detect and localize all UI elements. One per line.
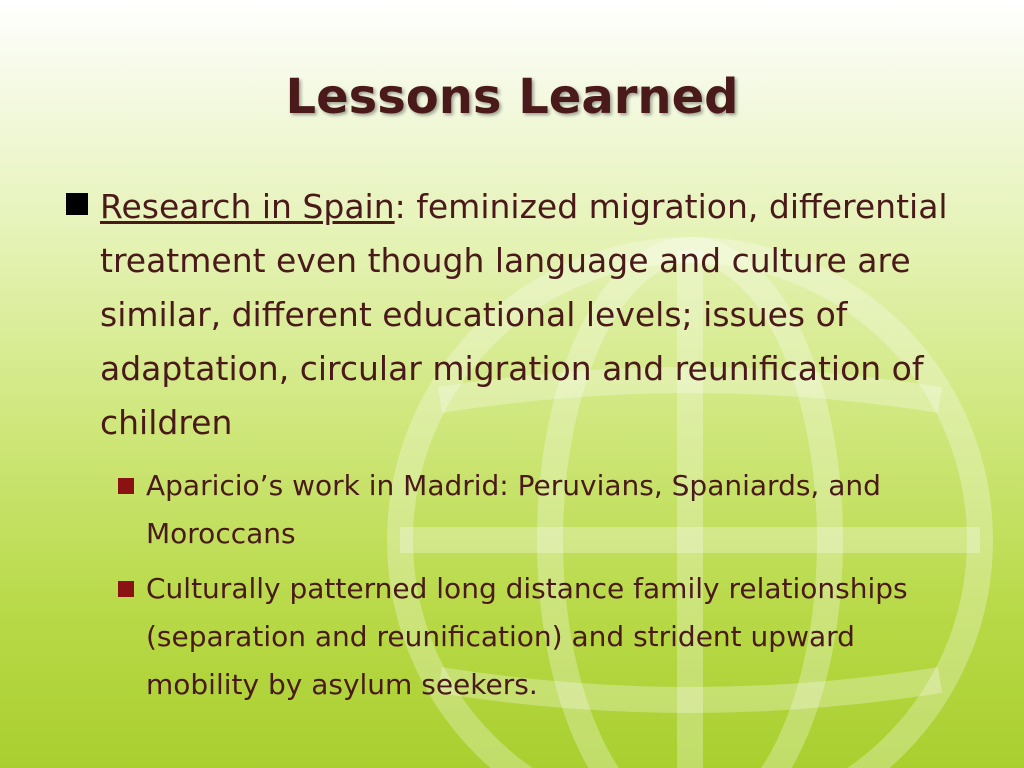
bullet-text: : feminized migration, differential treatment even though language and culture are similar, different educational levels; issues of adaptation, circular migration and reunification of children	[100, 187, 948, 442]
sub-bullet-aparicio	[146, 462, 966, 558]
slide-title: Lessons Learned	[285, 69, 739, 125]
sub-bullet-culturally-patterned	[146, 565, 966, 709]
sub-bullet-text: Aparicio’s work in Madrid: Peruvians, Spaniards, and Moroccans	[146, 469, 881, 550]
bullet-research-in-spain	[100, 180, 980, 450]
square-bullet-icon	[118, 581, 134, 597]
square-bullet-icon	[118, 478, 134, 494]
square-bullet-icon	[66, 193, 88, 215]
research-in-spain-link[interactable]: Research in Spain	[100, 187, 395, 226]
sub-bullet-text: Culturally patterned long distance family relationships (separation and reunification) and strident upward mobility by asylum seekers.	[146, 572, 908, 701]
